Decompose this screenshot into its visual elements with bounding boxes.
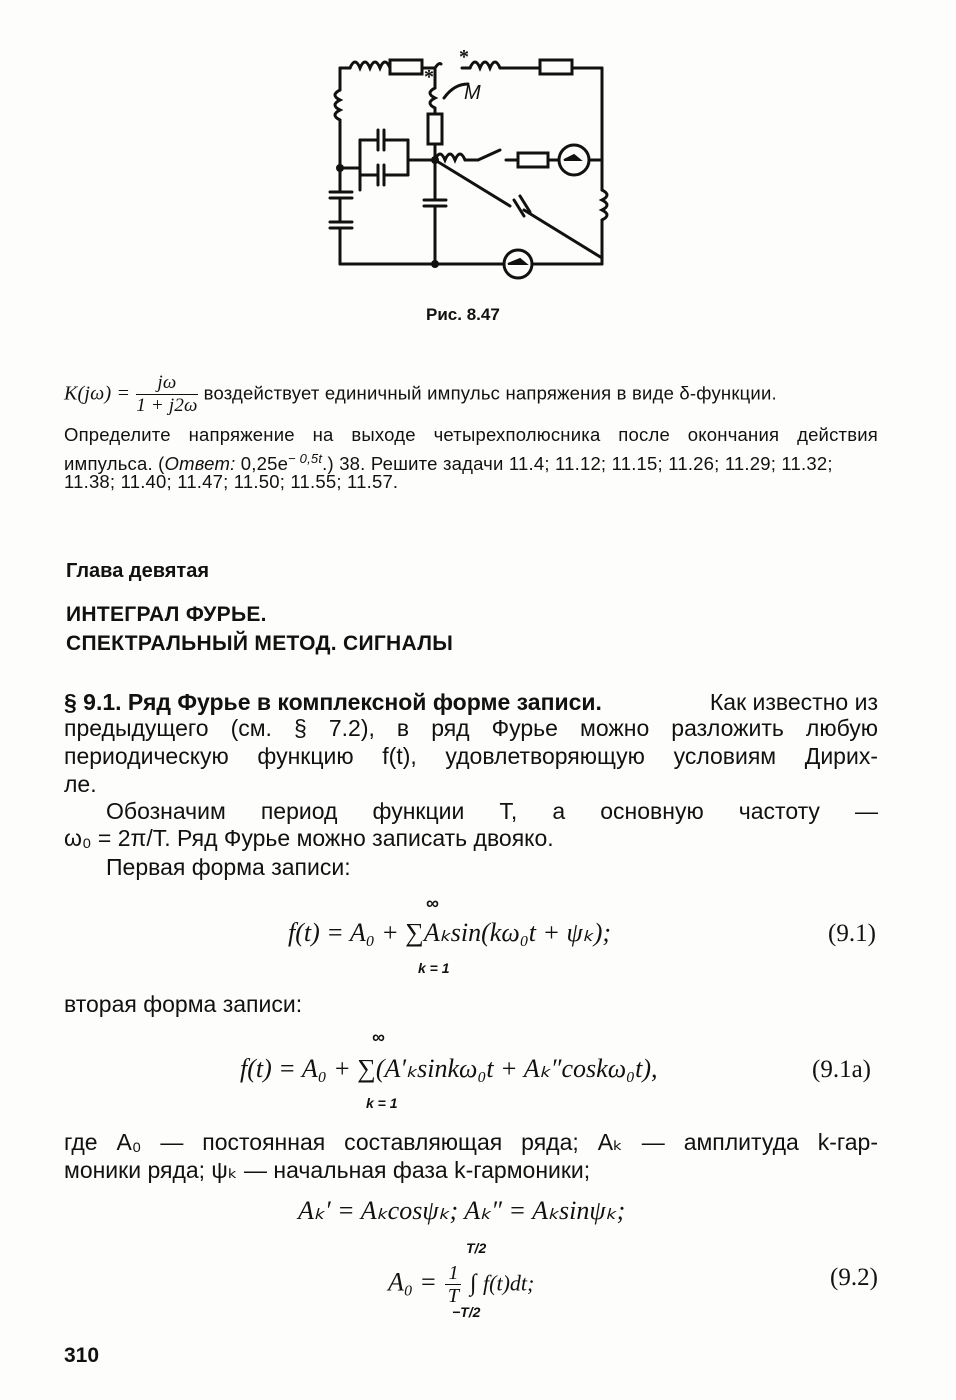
chapter-title-line-1: ИНТЕГРАЛ ФУРЬЕ.: [66, 603, 267, 626]
k-numerator: jω: [136, 372, 197, 395]
eq92-lhs: A₀ =: [388, 1267, 437, 1297]
figure-caption: Рис. 8.47: [426, 305, 500, 324]
problem-line1-text: воздействует единичный импульс напряжения в виде δ-функции.: [203, 382, 777, 404]
integral-sign: ∫: [469, 1270, 477, 1297]
problem-line-2: Определите напряжение на выходе четырехполюсника после окончания действия: [64, 424, 878, 445]
equation-number-9-1: (9.1): [828, 920, 876, 947]
section-line-2: предыдущего (см. § 7.2), в ряд Фурье можно разложить любую: [64, 715, 878, 741]
paragraph-2-line-1: Обозначим период функции T, а основную частоту —: [106, 798, 878, 824]
section-line-3: периодическую функцию f(t), удовлетворяющую условиям Дирих-: [64, 743, 878, 769]
equation-amplitude-components: Aₖ′ = Aₖcosψₖ; Aₖ″ = Aₖsinψₖ;: [298, 1196, 626, 1225]
star-mark: *: [459, 46, 469, 68]
paragraph-3: Первая форма записи:: [106, 854, 351, 880]
star-mark: *: [424, 66, 434, 88]
section-line1-rest: Как известно из: [709, 689, 878, 715]
paragraph-2-line-2: ω₀ = 2π/T. Ряд Фурье можно записать двояко.: [64, 825, 554, 851]
circuit-diagram: [0, 0, 956, 300]
equation-9-1a: f(t) = A₀ + ∑(A′ₖsinkω₀t + Aₖ″coskω₀t),: [240, 1054, 658, 1083]
problem-line3-c: .) 38. Решите задачи 11.4; 11.12; 11.15; 11.26; 11.29; 11.32;: [322, 453, 833, 475]
chapter-title-line-2: СПЕКТРАЛЬНЫЙ МЕТОД. СИГНАЛЫ: [66, 632, 454, 655]
section-line-4: ле.: [64, 771, 97, 797]
paragraph-5-line-2: моники ряда; ψₖ — начальная фаза k-гармоники;: [64, 1157, 591, 1183]
eq92-integrand: f(t)dt;: [483, 1270, 535, 1296]
mutual-inductance-label: M: [464, 82, 481, 104]
sum-upper-limit: ∞: [372, 1027, 385, 1047]
k-lhs: K(jω) =: [64, 382, 131, 405]
paragraph-4: вторая форма записи:: [64, 991, 303, 1017]
page-number: 310: [64, 1344, 100, 1367]
section-heading: § 9.1. Ряд Фурье в комплексной форме записи.: [64, 689, 602, 715]
answer-value: 0,25e: [235, 453, 289, 475]
paragraph-5-line-1: где A₀ — постоянная составляющая ряда; Aₖ — амплитуда k-гар-: [64, 1129, 878, 1155]
k-denominator: 1 + j2ω: [136, 395, 198, 416]
eq92-fraction: [445, 1262, 461, 1307]
problem-line3-a: импульса. (: [64, 453, 165, 475]
sum-lower-limit: k = 1: [366, 1095, 398, 1111]
chapter-label: Глава девятая: [66, 560, 209, 582]
sum-upper-limit: ∞: [426, 893, 439, 913]
eq92-numerator: 1: [445, 1262, 461, 1285]
problem-line-4: 11.38; 11.40; 11.47; 11.50; 11.55; 11.57.: [64, 471, 399, 492]
sum-lower-limit: k = 1: [418, 960, 450, 976]
problem-line-1: [64, 372, 880, 417]
answer-label: Ответ:: [164, 453, 236, 475]
equation-number-9-1a: (9.1а): [812, 1056, 871, 1083]
integral-lower-limit: −T/2: [452, 1304, 481, 1320]
integral-upper-limit: T/2: [466, 1240, 487, 1256]
answer-exponent: − 0,5t: [288, 451, 323, 466]
equation-9-1: f(t) = A₀ + ∑Aₖsin(kω₀t + ψₖ);: [288, 918, 612, 947]
k-fraction: [136, 372, 197, 417]
section-line-1: [64, 688, 878, 717]
equation-9-2: [388, 1262, 534, 1307]
equation-number-9-2: (9.2): [830, 1264, 878, 1291]
eq92-denominator: T: [447, 1285, 460, 1307]
